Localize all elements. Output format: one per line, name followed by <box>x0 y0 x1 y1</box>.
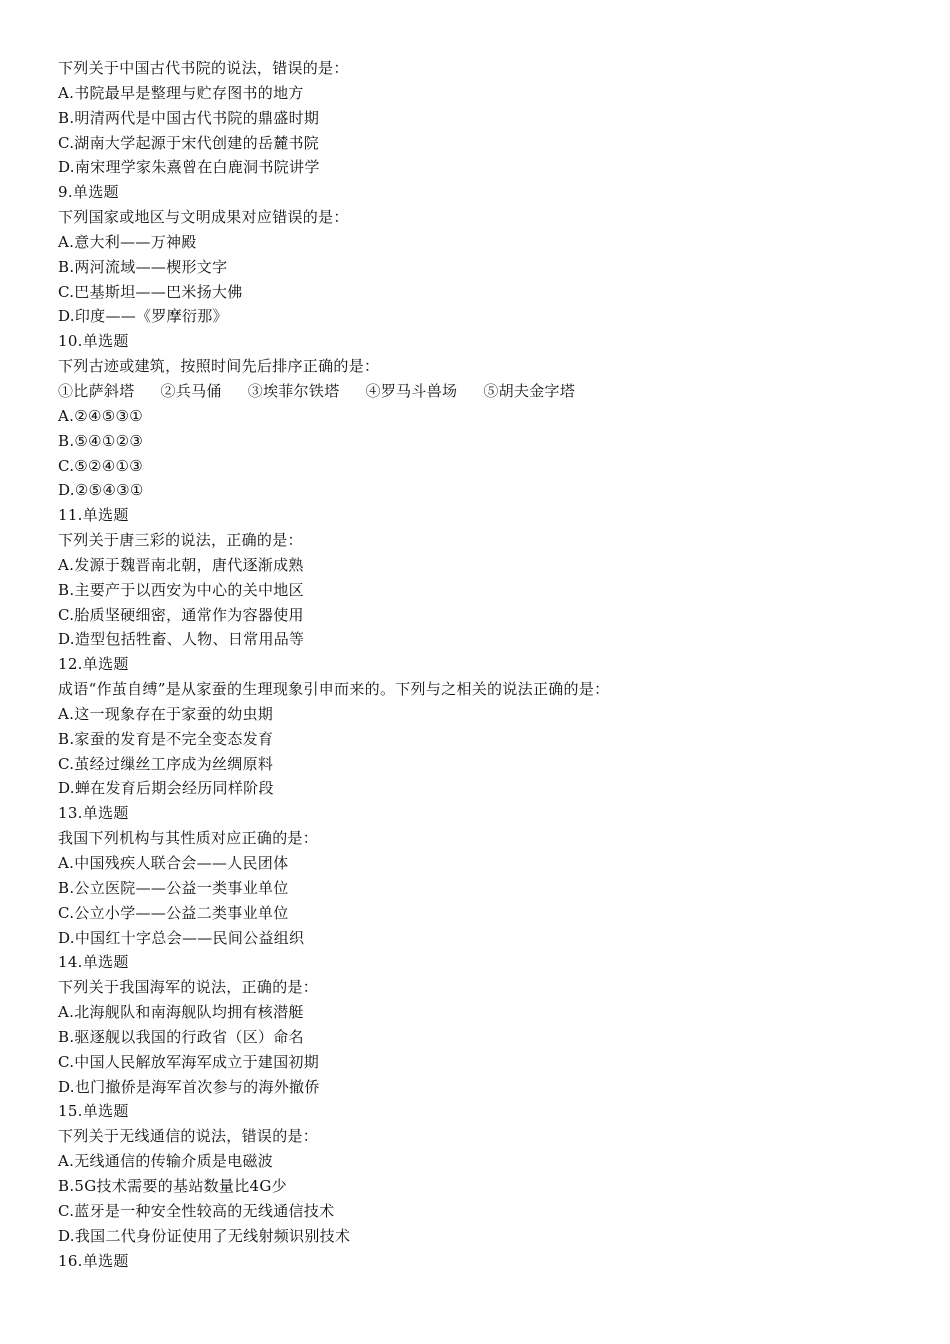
question-header: 9.单选题 <box>58 183 119 202</box>
option-b: B.驱逐舰以我国的行政省（区）命名 <box>58 1027 304 1046</box>
option-d: D.南宋理学家朱熹曾在白鹿洞书院讲学 <box>58 158 320 177</box>
option-d: D.也门撤侨是海军首次参与的海外撤侨 <box>58 1077 320 1096</box>
question-header: 11.单选题 <box>58 506 129 525</box>
option-d: D.印度——《罗摩衍那》 <box>58 307 228 326</box>
option-d: D.蝉在发育后期会经历同样阶段 <box>58 779 274 798</box>
option-c: C.公立小学——公益二类事业单位 <box>58 903 289 922</box>
option-a: A.中国残疾人联合会——人民团体 <box>58 854 289 872</box>
option-c: C.蓝牙是一种安全性较高的无线通信技术 <box>58 1201 335 1220</box>
question-header: 10.单选题 <box>58 332 129 351</box>
question-text: 我国下列机构与其性质对应正确的是： <box>58 829 319 848</box>
option-a: A.意大利——万神殿 <box>58 232 197 251</box>
question-text: 下列关于中国古代书院的说法，错误的是： <box>58 59 349 77</box>
option-b: B.公立医院——公益一类事业单位 <box>58 878 289 897</box>
question-header: 13.单选题 <box>58 804 129 823</box>
question-text: 下列关于唐三彩的说法，正确的是： <box>58 531 303 550</box>
question-text: 成语“作茧自缚”是从家蚕的生理现象引申而来的。下列与之相关的说法正确的是： <box>58 680 610 699</box>
option-d: D.我国二代身份证使用了无线射频识别技术 <box>58 1226 351 1245</box>
option-a: A.②④⑤③① <box>58 406 143 425</box>
option-c: C.⑤②④①③ <box>58 456 144 475</box>
sequence-item: ①比萨斜塔 <box>58 381 135 400</box>
sequence-list <box>58 379 918 404</box>
option-c: C.茧经过缫丝工序成为丝绸原料 <box>58 754 274 773</box>
option-b: B.5G技术需要的基站数量比4G少 <box>58 1176 287 1195</box>
option-b: B.主要产于以西安为中心的关中地区 <box>58 580 304 599</box>
question-header: 12.单选题 <box>58 655 129 674</box>
option-c: C.中国人民解放军海军成立于建国初期 <box>58 1052 320 1071</box>
option-b: B.⑤④①②③ <box>58 431 144 450</box>
question-header: 14.单选题 <box>58 953 129 972</box>
sequence-item: ②兵马俑 <box>160 381 222 400</box>
option-a: A.发源于魏晋南北朝，唐代逐渐成熟 <box>58 555 304 574</box>
sequence-item: ⑤胡夫金字塔 <box>483 381 576 400</box>
option-c: C.胎质坚硬细密，通常作为容器使用 <box>58 605 304 624</box>
question-header: 15.单选题 <box>58 1102 129 1121</box>
option-d: D.中国红十字总会——民间公益组织 <box>58 928 305 947</box>
question-text: 下列国家或地区与文明成果对应错误的是： <box>58 208 349 227</box>
document-page <box>58 56 918 1273</box>
option-b: B.两河流域——楔形文字 <box>58 257 228 276</box>
option-c: C.巴基斯坦——巴米扬大佛 <box>58 282 243 301</box>
option-b: B.家蚕的发育是不完全变态发育 <box>58 729 274 748</box>
option-d: D.②⑤④③① <box>58 481 144 500</box>
question-text: 下列关于我国海军的说法，正确的是： <box>58 978 319 997</box>
sequence-item: ④罗马斗兽场 <box>365 381 458 400</box>
option-a: A.无线通信的传输介质是电磁波 <box>58 1152 274 1171</box>
option-a: A.书院最早是整理与贮存图书的地方 <box>58 83 304 102</box>
option-a: A.北海舰队和南海舰队均拥有核潜艇 <box>58 1003 304 1022</box>
option-b: B.明清两代是中国古代书院的鼎盛时期 <box>58 108 320 127</box>
question-text: 下列古迹或建筑，按照时间先后排序正确的是： <box>58 357 380 376</box>
question-header: 16.单选题 <box>58 1251 129 1270</box>
option-c: C.湖南大学起源于宋代创建的岳麓书院 <box>58 133 320 152</box>
option-d: D.造型包括牲畜、人物、日常用品等 <box>58 630 305 649</box>
question-text: 下列关于无线通信的说法，错误的是： <box>58 1127 319 1146</box>
sequence-item: ③埃菲尔铁塔 <box>247 381 340 400</box>
option-a: A.这一现象存在于家蚕的幼虫期 <box>58 704 274 723</box>
